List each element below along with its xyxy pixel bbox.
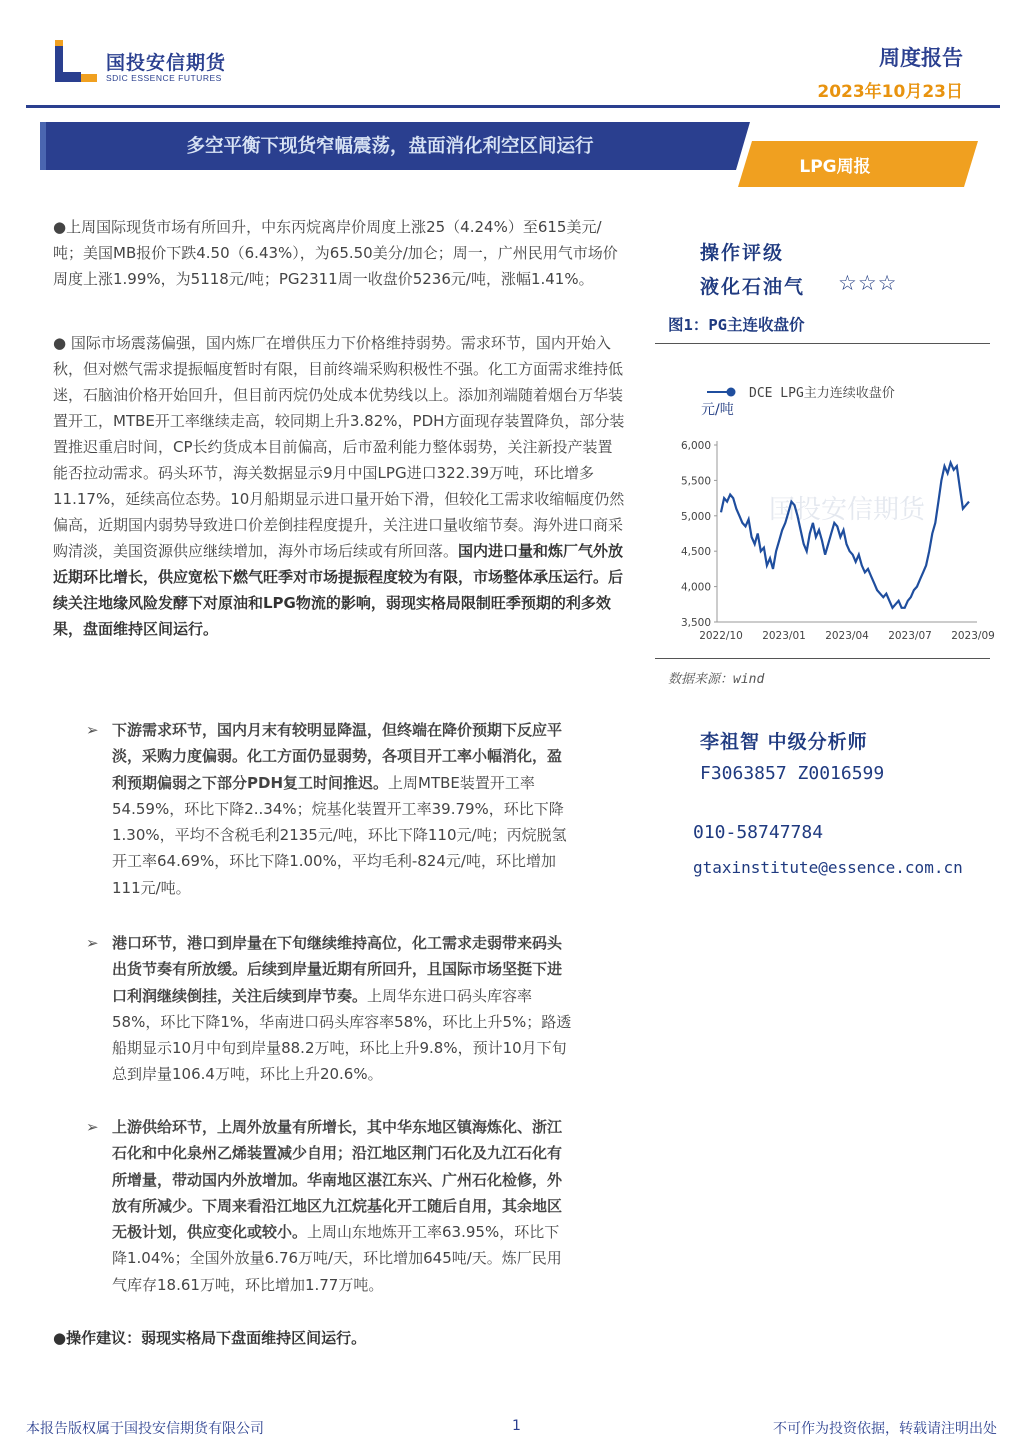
series-line <box>721 463 969 608</box>
rating-stars-icon: ☆☆☆ <box>838 271 898 295</box>
summary-paragraph: ●上周国际现货市场有所回升，中东丙烷离岸价周度上涨25（4.24%）至615美元/吨；美国MB报价下跌4.50（6.43%），为65.50美分/加仑；周一，广州民用气市场价周度上涨1.99%，为5118元/吨；PG2311周一收盘价5236元/吨，涨幅1.41%。 <box>53 218 618 288</box>
demand-bold-text: 下游需求环节，国内月末有较明显降温，但终端在降价预期下反应平淡，采购力度偏弱。化工方面仍显弱势，各项目开工率小幅消化，盈利预期偏弱之下部分PDH复工时间推迟。 <box>112 721 563 792</box>
contact-email[interactable]: gtaxinstitute@essence.com.cn <box>693 858 963 877</box>
price-line-chart <box>655 350 995 650</box>
x-tick-label: 2023/07 <box>888 630 932 642</box>
supply-data-text: 上周山东地炼开工率63.95%，环比下降1.04%；全国外放量6.76万吨/天，环比增加645吨/天。炼厂民用气库存18.61万吨，环比增加1.77万吨。 <box>112 1223 562 1294</box>
category-tag: LPG周报 <box>799 157 871 177</box>
report-date: 2023年10月23日 <box>817 82 963 102</box>
demand-data-text: 上周MTBE装置开工率54.59%，环比下降2..34%；烷基化装置开工率39.79%，环比下降1.30%，平均不含税毛利2135元/吨，环比下降110元/吨；丙烷脱氢开工率64.69%，环比下降1.00%，平均毛利-824元/吨，环比增加111元/吨。 <box>112 773 567 897</box>
arrow-bullet-icon: ➢ <box>86 721 99 739</box>
analyst-cert-numbers: F3063857 Z0016599 <box>700 763 885 784</box>
legend-marker-icon <box>727 388 736 397</box>
x-tick-label: 2023/01 <box>762 630 806 642</box>
y-tick-label: 4,000 <box>680 581 711 594</box>
port-data-text: 上周华东进口码头库容率58%，环比下降1%，华南进口码头库容率58%，环比上升5%；路透船期显示10月中旬到岸量88.2万吨，环比上升9.8%，预计10月下旬总到岸量106.4万吨，环比上升20.6%。 <box>112 986 572 1084</box>
data-source: 数据来源：wind <box>668 672 765 687</box>
y-tick-label: 6,000 <box>680 440 711 452</box>
contact-phone: 010-58747784 <box>693 822 824 843</box>
footer-copyright: 本报告版权属于国投安信期货有限公司 <box>26 1421 264 1437</box>
report-type: 周度报告 <box>879 46 963 70</box>
list-item-supply <box>86 1114 572 1298</box>
x-tick-label: 2023/04 <box>825 630 869 642</box>
figure-top-rule <box>655 343 990 344</box>
y-tick-label: 4,500 <box>680 546 711 559</box>
list-item-demand <box>86 717 572 901</box>
company-name: 国投安信期货 <box>106 52 227 74</box>
arrow-bullet-icon: ➢ <box>86 934 99 952</box>
port-bold-text: 港口环节，港口到岸量在下旬继续维持高位，化工需求走弱带来码头出货节奏有所放缓。后续到岸量近期有所回升，且国际市场坚挺下进口利润继续倒挂，关注后续到岸节奏。 <box>112 934 563 1005</box>
figure-title: 图1：PG主连收盘价 <box>668 316 805 334</box>
y-tick-label: 3,500 <box>680 617 711 629</box>
analyst-name: 李祖智 中级分析师 <box>700 731 868 753</box>
operation-advice: ●操作建议：弱现实格局下盘面维持区间运行。 <box>53 1329 367 1347</box>
y-tick-label: 5,500 <box>680 475 711 488</box>
legend-label: DCE LPG主力连续收盘价 <box>749 386 895 401</box>
rating-heading: 操作评级 <box>700 242 785 264</box>
report-title: 多空平衡下现货窄幅震荡，盘面消化利空区间运行 <box>186 136 594 157</box>
analysis-paragraph <box>53 330 625 642</box>
company-name-en: SDIC ESSENCE FUTURES <box>106 73 222 83</box>
y-axis-label: 元/吨 <box>701 402 734 418</box>
x-tick-label: 2022/10 <box>699 630 743 642</box>
company-logo-icon <box>55 40 97 82</box>
analysis-text: ● 国际市场震荡偏强，国内炼厂在增供压力下价格维持弱势。需求环节，国内开始入秋，但对燃气需求提振幅度暂时有限，目前终端采购积极性不强。化工方面需求维持低迷，石脑油价格开始回升，但目前丙烷仍处成本优势线以上。添加剂端随着烟台万华装置开工，MTBE开工率继续走高，较同期上升3.82%，PDH方面现存装置降负，部分装置推迟重启时间，CP长约货成本目前偏高，后市盈利能力整体弱势，关注新投产装置能否拉动需求。码头环节，海关数据显示9月中国LPG进口322.39万吨，环比增多11.17%，延续高位态势。10月船期显示进口量开始下滑，但较化工需求收缩幅度仍然偏高，近期国内弱势导致进口价差倒挂程度提升，关注进口量收缩节奏。海外进口商采购清淡，美国资源供应继续增加，海外市场后续或有所回落。 <box>53 334 625 560</box>
source-rule <box>655 658 990 659</box>
chart-watermark: 国投安信期货 <box>768 495 926 525</box>
x-tick-label: 2023/09 <box>951 630 995 642</box>
header-divider <box>26 105 1000 108</box>
analysis-conclusion: 国内进口量和炼厂气外放近期环比增长，供应宽松下燃气旺季对市场提振程度较为有限，市场整体承压运行。后续关注地缘风险发酵下对原油和LPG物流的影响，弱现实格局限制旺季预期的利多效果，盘面维持区间运行。 <box>53 542 624 638</box>
arrow-bullet-icon: ➢ <box>86 1118 99 1136</box>
list-item-port <box>86 930 572 1088</box>
footer-disclaimer: 不可作为投资依据，转载请注明出处 <box>773 1421 997 1437</box>
supply-bold-text: 上游供给环节，上周外放量有所增长，其中华东地区镇海炼化、浙江石化和中化泉州乙烯装置减少自用；沿江地区荆门石化及九江石化有所增量，带动国内外放增加。华南地区湛江东兴、广州石化检修，外放有所减少。下周来看沿江地区九江烷基化开工随后自用，其余地区无极计划，供应变化或较小。 <box>112 1118 563 1242</box>
rating-product: 液化石油气 <box>700 276 806 298</box>
y-tick-label: 5,000 <box>680 510 711 523</box>
page-number: 1 <box>512 1418 521 1434</box>
